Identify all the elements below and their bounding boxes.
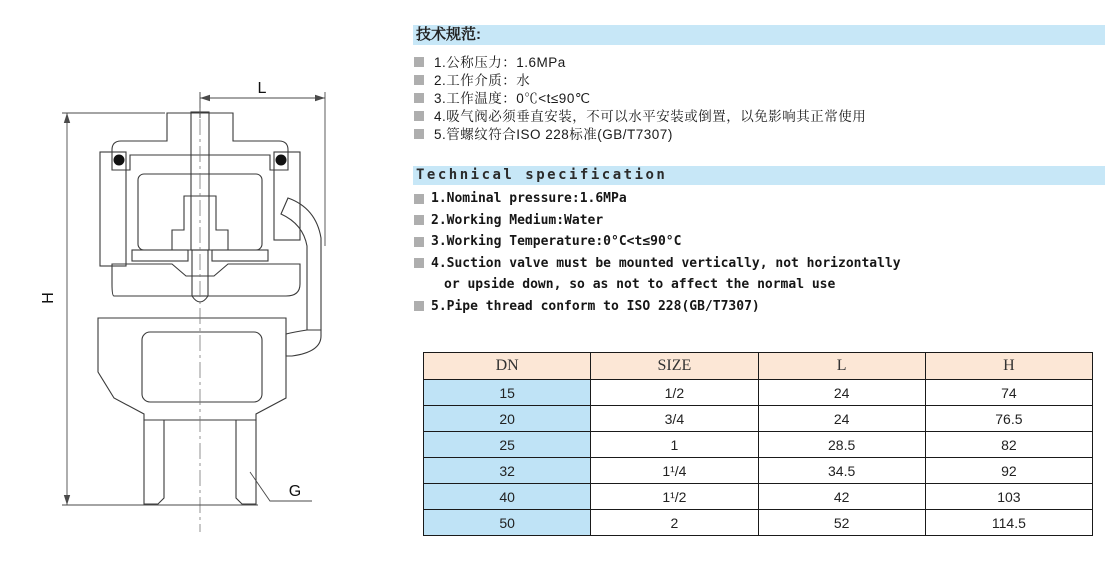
cap-left-wall bbox=[100, 152, 126, 266]
dim-l-arrow-right bbox=[315, 95, 325, 101]
table-cell: 114.5 bbox=[925, 510, 1092, 536]
table-row bbox=[424, 432, 1093, 458]
table-cell: 82 bbox=[925, 432, 1092, 458]
table-column-header: DN bbox=[424, 353, 591, 380]
cn-spec-list bbox=[414, 54, 866, 144]
en-spec-item-text: or upside down, so as not to affect the normal use bbox=[444, 277, 836, 292]
table-cell: 103 bbox=[925, 484, 1092, 510]
table-cell: 24 bbox=[758, 406, 925, 432]
table-header-row bbox=[424, 353, 1093, 380]
cn-spec-item bbox=[414, 126, 866, 144]
en-spec-item bbox=[414, 214, 901, 229]
en-spec-item-text: 1.Nominal pressure:1.6MPa bbox=[431, 191, 627, 206]
table-cell: 24 bbox=[758, 380, 925, 406]
cn-spec-item-text: 3.工作温度：0℃<t≤90℃ bbox=[434, 91, 591, 106]
en-spec-item bbox=[414, 300, 901, 315]
o-ring-left bbox=[114, 155, 125, 166]
bullet-square-icon bbox=[414, 258, 424, 268]
cn-spec-item-text: 2.工作介质：水 bbox=[434, 73, 531, 88]
bullet-square-icon bbox=[414, 301, 424, 311]
table-cell: 1 bbox=[591, 432, 758, 458]
table-cell: 1/2 bbox=[591, 380, 758, 406]
table-cell: 1¹/4 bbox=[591, 458, 758, 484]
cn-spec-item bbox=[414, 72, 866, 90]
table-cell: 52 bbox=[758, 510, 925, 536]
bullet-square-icon bbox=[414, 215, 424, 225]
table-cell: 42 bbox=[758, 484, 925, 510]
table-row bbox=[424, 484, 1093, 510]
dimension-table bbox=[423, 352, 1093, 536]
dim-h-arrow-top bbox=[64, 113, 70, 123]
table-cell: 1¹/2 bbox=[591, 484, 758, 510]
lower-chamber bbox=[142, 332, 262, 402]
dim-label-l: L bbox=[257, 80, 267, 97]
table-cell-dn: 15 bbox=[424, 380, 591, 406]
cap-bottom-plate bbox=[112, 264, 300, 296]
en-spec-item-text: 5.Pipe thread conform to ISO 228(GB/T7307) bbox=[431, 298, 760, 314]
table-cell: 92 bbox=[925, 458, 1092, 484]
table-cell: 74 bbox=[925, 380, 1092, 406]
spec-panel bbox=[413, 0, 1103, 576]
bullet-square-icon bbox=[414, 194, 424, 204]
cn-spec-item-text: 1.公称压力：1.6MPa bbox=[434, 55, 566, 70]
en-spec-item bbox=[414, 192, 901, 207]
dim-label-h: H bbox=[40, 292, 57, 304]
valve-cross-section-drawing bbox=[0, 0, 410, 576]
thread-label-g: G bbox=[288, 483, 302, 500]
table-column-header: L bbox=[758, 353, 925, 380]
table-cell-dn: 20 bbox=[424, 406, 591, 432]
table-cell: 28.5 bbox=[758, 432, 925, 458]
cn-spec-item-text: 5.管螺纹符合ISO 228标准(GB/T7307) bbox=[434, 127, 673, 142]
bullet-square-icon bbox=[414, 129, 424, 139]
thread-left-wall bbox=[144, 420, 164, 504]
table-column-header: SIZE bbox=[591, 353, 758, 380]
bullet-square-icon bbox=[414, 75, 424, 85]
table-cell-dn: 32 bbox=[424, 458, 591, 484]
table-cell-dn: 25 bbox=[424, 432, 591, 458]
cn-spec-item bbox=[414, 90, 866, 108]
thread-leader-line bbox=[250, 472, 312, 501]
en-spec-item-text: 2.Working Medium:Water bbox=[431, 212, 604, 228]
cap-right-wall bbox=[274, 152, 300, 240]
cn-section-title: 技术规范: bbox=[416, 26, 481, 43]
table-cell-dn: 40 bbox=[424, 484, 591, 510]
en-spec-item bbox=[414, 235, 901, 250]
table-row bbox=[424, 510, 1093, 536]
bullet-square-icon bbox=[414, 57, 424, 67]
en-spec-list bbox=[414, 192, 901, 321]
seal-mesh-left bbox=[132, 250, 188, 261]
table-cell: 76.5 bbox=[925, 406, 1092, 432]
dim-l-arrow-left bbox=[200, 95, 210, 101]
table-row bbox=[424, 458, 1093, 484]
bullet-square-icon bbox=[414, 93, 424, 103]
table-cell: 34.5 bbox=[758, 458, 925, 484]
seal-mesh-right bbox=[212, 250, 268, 261]
table-cell: 2 bbox=[591, 510, 758, 536]
outlet-elbow bbox=[286, 330, 321, 356]
table-row bbox=[424, 380, 1093, 406]
valve-drawing-svg bbox=[0, 0, 410, 576]
bullet-square-icon bbox=[414, 237, 424, 247]
table-cell: 3/4 bbox=[591, 406, 758, 432]
en-section-header bbox=[413, 166, 1105, 185]
en-spec-item bbox=[414, 257, 901, 293]
thread-right-wall bbox=[236, 420, 256, 504]
en-spec-item-text: 3.Working Temperature:0°C<t≤90°C bbox=[431, 234, 682, 249]
en-spec-item-text: 4.Suction valve must be mounted vertically, not horizontally bbox=[431, 255, 901, 271]
dim-h-arrow-bottom bbox=[64, 495, 70, 505]
table-column-header: H bbox=[925, 353, 1092, 380]
table-row bbox=[424, 406, 1093, 432]
cn-spec-item bbox=[414, 108, 866, 126]
cn-spec-item bbox=[414, 54, 866, 72]
table-cell-dn: 50 bbox=[424, 510, 591, 536]
cn-spec-item-text: 4.吸气阀必须垂直安装，不可以水平安装或倒置，以免影响其正常使用 bbox=[434, 109, 867, 124]
o-ring-right bbox=[276, 155, 287, 166]
bullet-square-icon bbox=[414, 111, 424, 121]
en-section-title: Technical specification bbox=[416, 167, 668, 183]
cn-section-header bbox=[413, 25, 1105, 45]
